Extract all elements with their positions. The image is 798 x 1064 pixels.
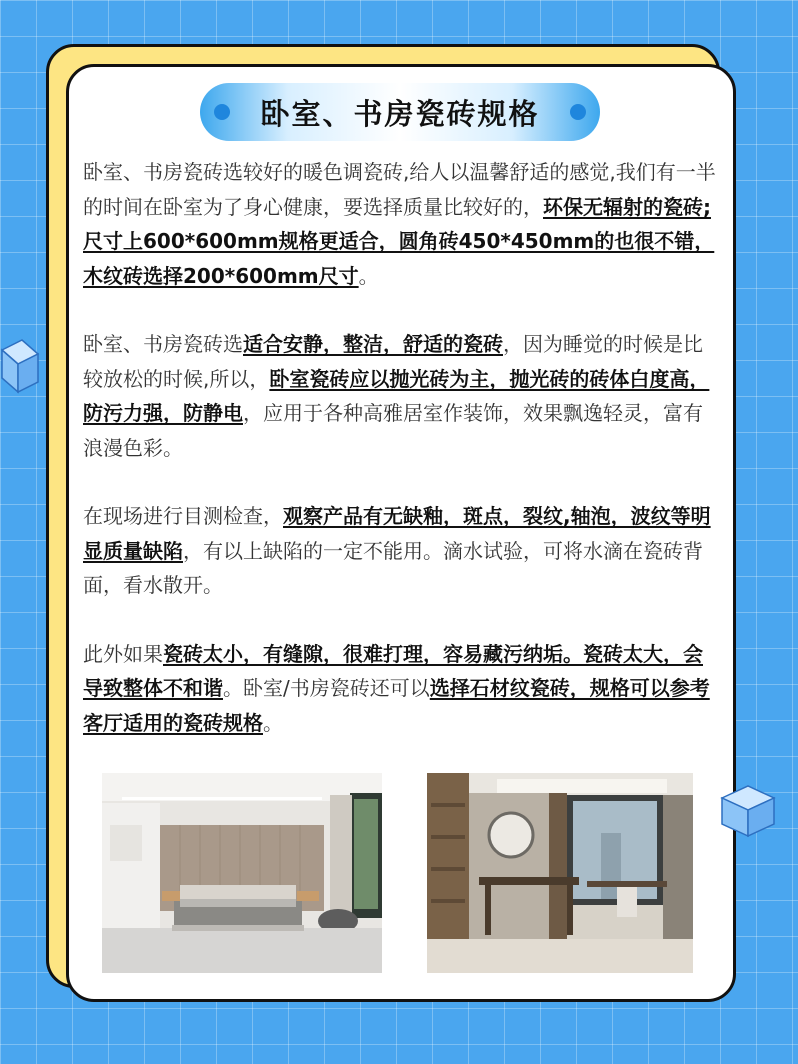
dot-right-icon bbox=[570, 104, 586, 120]
article-body bbox=[83, 155, 719, 774]
content-card bbox=[66, 64, 736, 1002]
paragraph-3: 在现场进行目测检查，观察产品有无缺釉，斑点，裂纹,轴泡，波纹等明显质量缺陷，有以上缺陷的一定不能用。滴水试验，可将水滴在瓷砖背面，看水散开。 bbox=[83, 504, 711, 597]
dot-left-icon bbox=[214, 104, 230, 120]
study-photo bbox=[427, 773, 693, 973]
paragraph-4: 此外如果瓷砖太小，有缝隙，很难打理，容易藏污纳垢。瓷砖太大，会导致整体不和谐。卧室/书房瓷砖还可以选择石材纹瓷砖，规格可以参考客厅适用的瓷砖规格。 bbox=[83, 641, 710, 735]
paragraph-2: 卧室、书房瓷砖选适合安静，整洁，舒适的瓷砖，因为睡觉的时候是比较放松的时候,所以，卧室瓷砖应以抛光砖为主，抛光砖的砖体白度高，防污力强，防静电，应用于各种高雅居室作装饰，效果飘逸轻灵，富有浪漫色彩。 bbox=[83, 332, 710, 460]
cube-decoration-icon bbox=[0, 336, 40, 396]
page-title: 卧室、书房瓷砖规格 bbox=[260, 96, 540, 131]
title-banner bbox=[200, 83, 600, 141]
study-room-interior-image bbox=[427, 773, 693, 973]
bedroom-interior-image bbox=[102, 773, 382, 973]
cube-decoration-icon bbox=[718, 780, 778, 840]
paragraph-1: 卧室、书房瓷砖选较好的暖色调瓷砖,给人以温馨舒适的感觉,我们有一半的时间在卧室为了身心健康，要选择质量比较好的，环保无辐射的瓷砖;尺寸上600*600mm规格更适合，圆角砖450*450mm的也很不错，木纹砖选择200*600mm尺寸。 bbox=[83, 160, 716, 288]
bedroom-photo bbox=[102, 773, 382, 973]
